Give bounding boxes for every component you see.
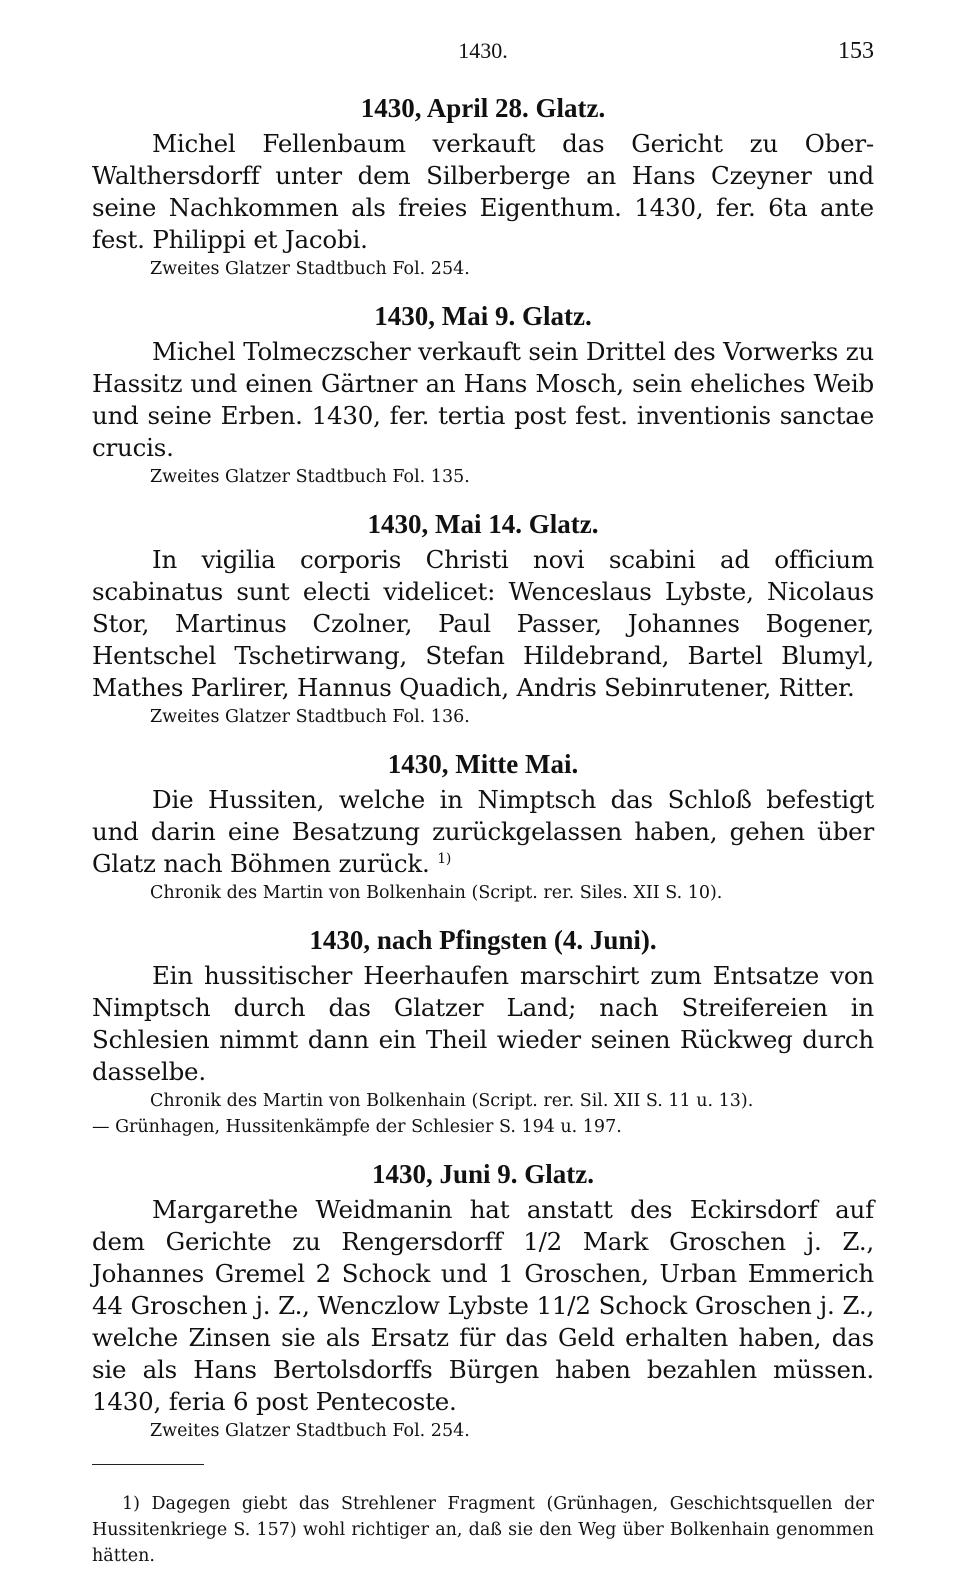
entry-source: Zweites Glatzer Stadtbuch Fol. 135. [150,467,470,487]
entry-source: Chronik des Martin von Bolkenhain (Script. rer. Siles. XII S. 10). [150,883,723,903]
entry-body: Michel Tolmeczscher verkauft sein Drittel des Vorwerks zu Hassitz und einen Gärtner an Hans Mosch, sein eheliches Weib und seine Erben. 1430, fer. tertia post fest. inventionis sanctae crucis. [92,337,874,462]
entry-heading: 1430, Mitte Mai. [387,749,579,779]
entry-heading: 1430, April 28. Glatz. [360,93,606,123]
entry-body: In vigilia corporis Christi novi scabini ad officium scabinatus sunt electi videlicet: Wenceslaus Lybste, Nicolaus Stor, Martinus Czolner, Paul Passer, Johannes Bogener, Hentschel Tschetirwang, Stefan Hildebrand, Bartel Blumyl, Mathes Parlirer, Hannus Quadich, Andris Sebinrutener, Ritter. [92,545,874,702]
entry-mitte-mai [92,748,874,906]
entry-source: Zweites Glatzer Stadtbuch Fol. 254. [150,1421,470,1441]
entry-heading: 1430, Mai 14. Glatz. [367,509,599,539]
footnote-text: Dagegen giebt das Strehlener Fragment (Grünhagen, Geschichtsquellen der Hussitenkriege S. 157) wohl richtiger an, daß sie den Weg über Bolkenhain genommen hätten. [92,1494,874,1566]
entry-body: Michel Fellenbaum verkauft das Gericht zu Ober-Walthersdorff unter dem Silberberge an Hans Czeyner und seine Nachkommen als freies Eigenthum. 1430, fer. 6ta ante fest. Philippi et Jacobi. [92,129,874,254]
entry-heading: 1430, Juni 9. Glatz. [371,1159,594,1189]
entry-source-continued: — Grünhagen, Hussitenkämpfe der Schlesier S. 194 u. 197. [92,1117,622,1137]
entry-body: Ein hussitischer Heerhaufen marschirt zum Entsatze von Nimptsch durch das Glatzer Land; nach Streifereien in Schlesien nimmt dann ein Theil wieder seinen Rückweg durch dasselbe. [92,961,874,1086]
footnote-rule [92,1464,204,1465]
entry-heading: 1430, Mai 9. Glatz. [374,301,592,331]
book-page [92,34,874,1569]
page-number: 153 [838,38,874,64]
running-title: 1430. [458,38,508,63]
entry-source: Chronik des Martin von Bolkenhain (Script. rer. Sil. XII S. 11 u. 13). [150,1091,754,1111]
footnote-marker: 1) [122,1494,140,1514]
entry-juni-9 [92,1158,874,1444]
entry-heading: 1430, nach Pfingsten (4. Juni). [309,925,657,955]
entry-april-28 [92,92,874,282]
entry-body [92,784,874,880]
running-head [92,34,874,74]
entry-body-text: Die Hussiten, welche in Nimptsch das Schloß befestigt und darin eine Besatzung zurückgelassen haben, gehen über Glatz nach Böhmen zurück. [92,785,874,878]
entry-source: Zweites Glatzer Stadtbuch Fol. 136. [150,707,470,727]
entry-source: Zweites Glatzer Stadtbuch Fol. 254. [150,259,470,279]
entry-body: Margarethe Weidmanin hat anstatt des Eckirsdorf auf dem Gerichte zu Rengersdorff 1/2 Mark Groschen j. Z., Johannes Gremel 2 Schock und 1 Groschen, Urban Emmerich 44 Groschen j. Z., Wenczlow Lybste 11/2 Schock Groschen j. Z., welche Zinsen sie als Ersatz für das Geld erhalten haben, das sie als Hans Bertolsdorffs Bürgen haben bezahlen müssen. 1430, feria 6 post Pentecoste. [92,1195,874,1416]
entry-nach-pfingsten [92,924,874,1140]
entry-mai-14 [92,508,874,730]
footnote [92,1491,874,1569]
footnote-reference[interactable]: 1) [437,850,452,867]
entry-mai-9 [92,300,874,490]
